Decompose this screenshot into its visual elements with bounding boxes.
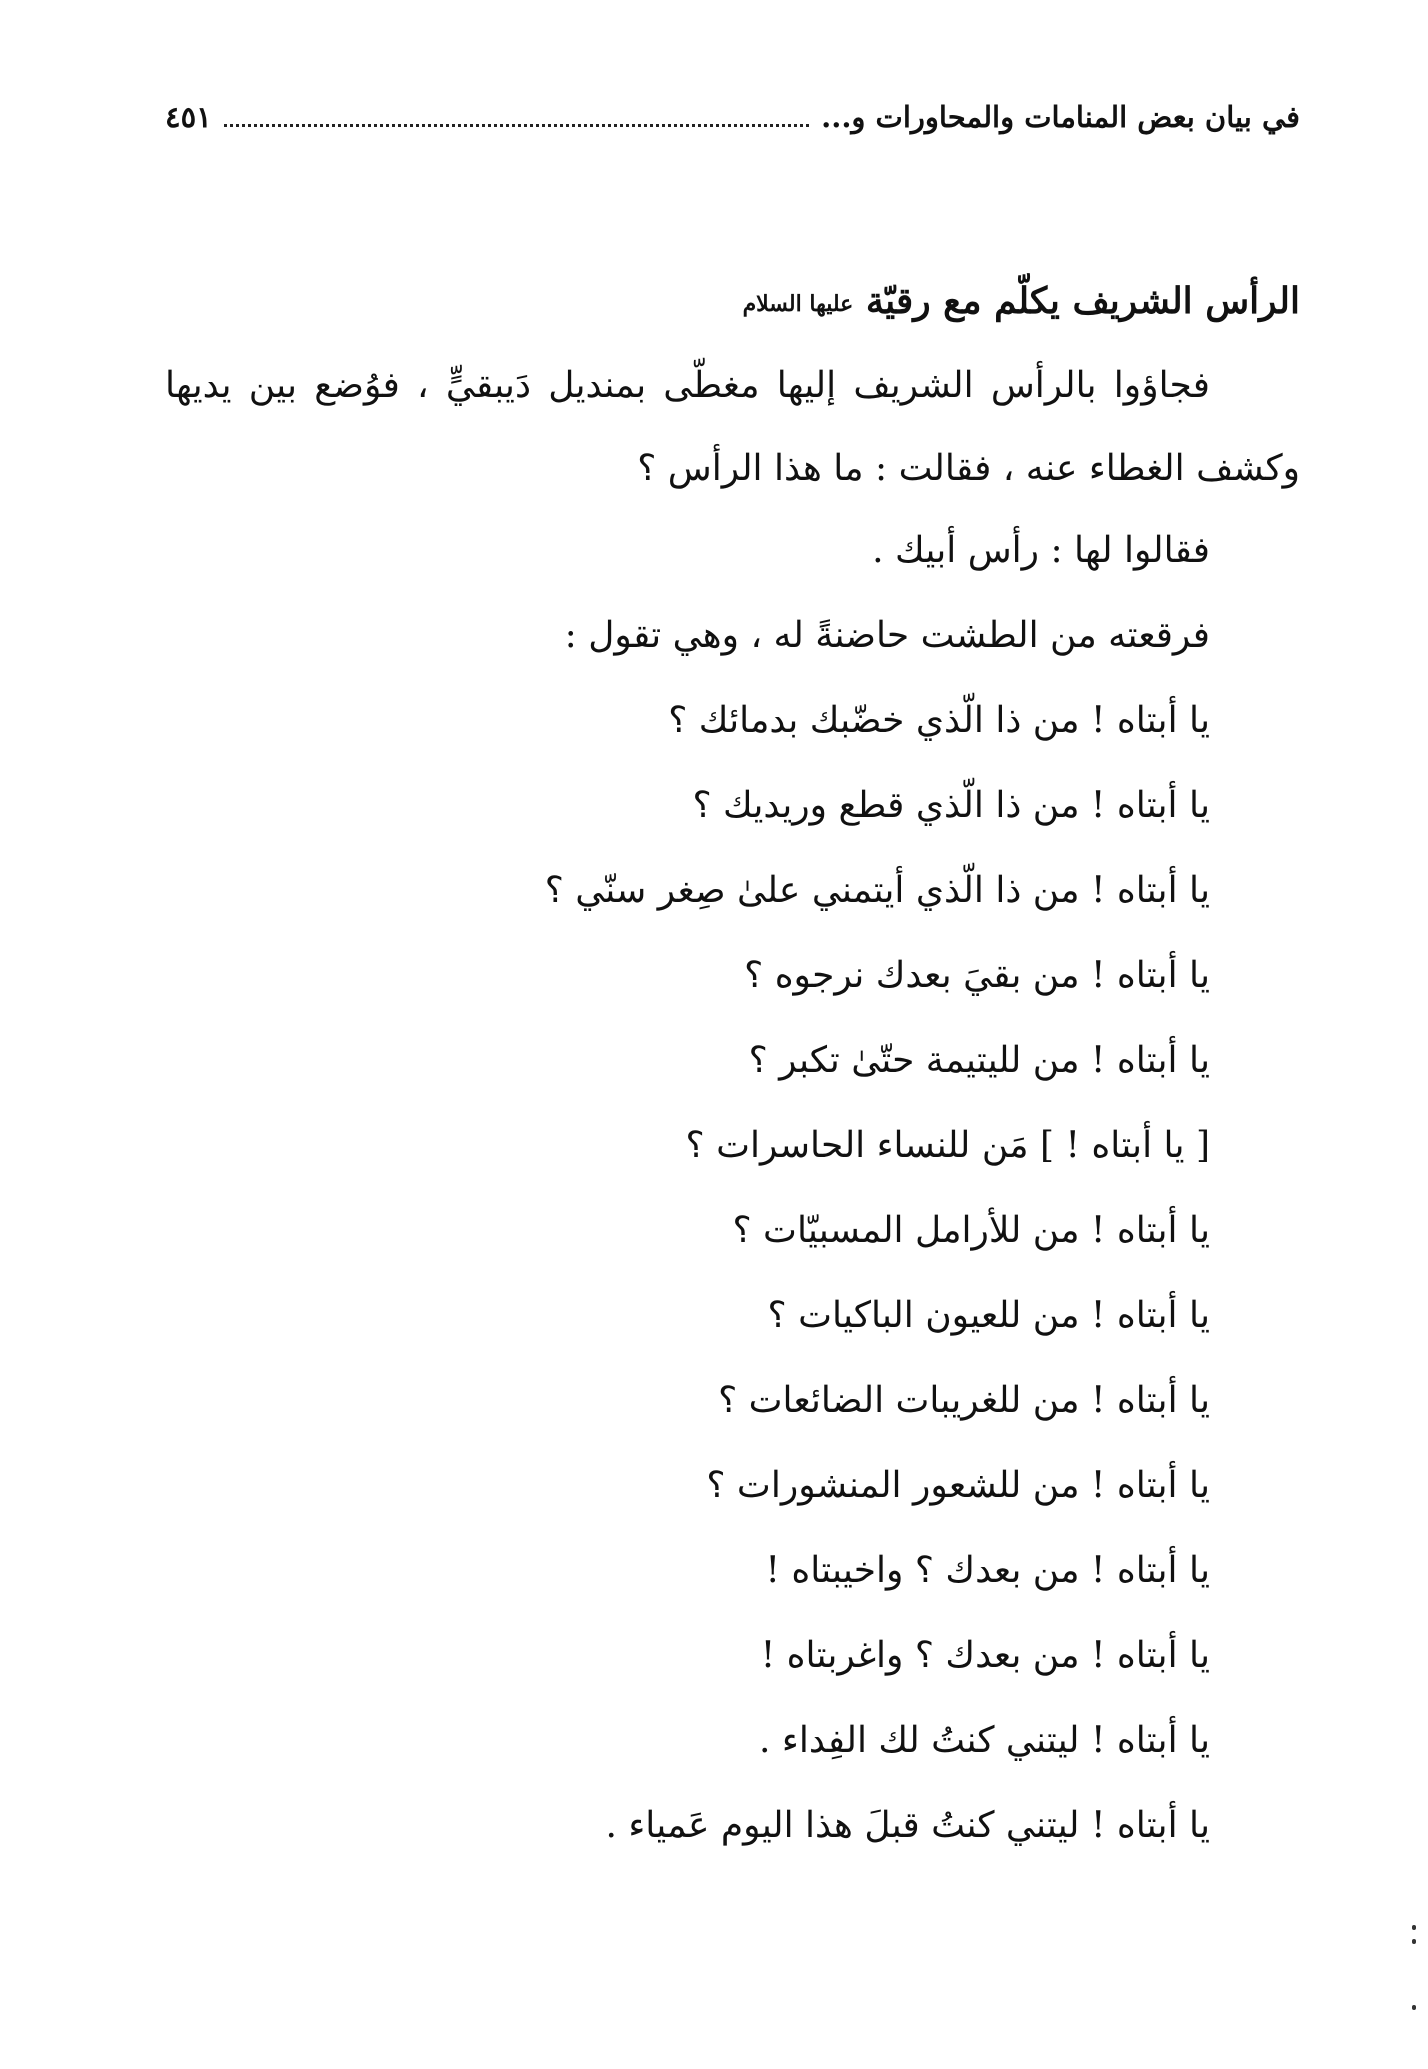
text-line: فقالوا لها : رأس أبيك . bbox=[872, 530, 1210, 571]
text-line: يا أبتاه ! من لليتيمة حتّىٰ تكبر ؟ bbox=[748, 1040, 1210, 1081]
text-line: يا أبتاه ! ليتني كنتُ لك الفِداء . bbox=[759, 1720, 1210, 1761]
section-heading-text: الرأس الشريف يكلّم مع رقيّة bbox=[865, 280, 1300, 322]
text-line: يا أبتاه ! من بعدك ؟ واغربتاه ! bbox=[760, 1635, 1210, 1676]
text-line: يا أبتاه ! من للغريبات الضائعات ؟ bbox=[718, 1380, 1210, 1421]
scan-speck bbox=[1412, 1925, 1416, 1930]
text-line: يا أبتاه ! من ذا الّذي قطع وريديك ؟ bbox=[692, 785, 1210, 826]
running-header bbox=[165, 92, 1300, 142]
text-line: يا أبتاه ! من للشعور المنشورات ؟ bbox=[706, 1465, 1210, 1506]
text-line: [ يا أبتاه ! ] مَن للنساء الحاسرات ؟ bbox=[685, 1125, 1210, 1166]
text-line: يا أبتاه ! من للعيون الباكيات ؟ bbox=[767, 1295, 1210, 1336]
text-line: يا أبتاه ! من بعدك ؟ واخيبتاه ! bbox=[765, 1550, 1210, 1591]
paragraph-line-2: وكشف الغطاء عنه ، فقالت : ما هذا الرأس ؟ bbox=[637, 448, 1300, 489]
text-line: يا أبتاه ! من للأرامل المسبيّات ؟ bbox=[732, 1210, 1210, 1251]
text-line: فرقعته من الطشت حاضنةً له ، وهي تقول : bbox=[564, 615, 1210, 656]
dot-leader bbox=[224, 124, 809, 127]
honorific-symbol: عليها السلام bbox=[742, 291, 854, 317]
scan-specks bbox=[1410, 1925, 1416, 2015]
text-line: يا أبتاه ! من ذا الّذي أيتمني علىٰ صِغر سنّي ؟ bbox=[544, 870, 1210, 911]
scan-speck bbox=[1412, 2005, 1416, 2010]
section-heading bbox=[743, 280, 1300, 322]
paragraph-line-1: فجاؤوا بالرأس الشريف إليها مغطّى بمنديل دَيبقيٍّ ، فوُضع بين يديها bbox=[165, 365, 1210, 406]
running-title: في بيان بعض المنامات والمحاورات و... bbox=[821, 100, 1300, 134]
text-line: يا أبتاه ! من بقيَ بعدك نرجوه ؟ bbox=[744, 955, 1210, 996]
text-line: يا أبتاه ! ليتني كنتُ قبلَ هذا اليوم عَمياء . bbox=[605, 1805, 1210, 1846]
text-line: يا أبتاه ! من ذا الّذي خضّبك بدمائك ؟ bbox=[668, 700, 1210, 741]
scan-speck bbox=[1412, 1939, 1416, 1944]
page-number: ٤٥١ bbox=[165, 100, 212, 134]
